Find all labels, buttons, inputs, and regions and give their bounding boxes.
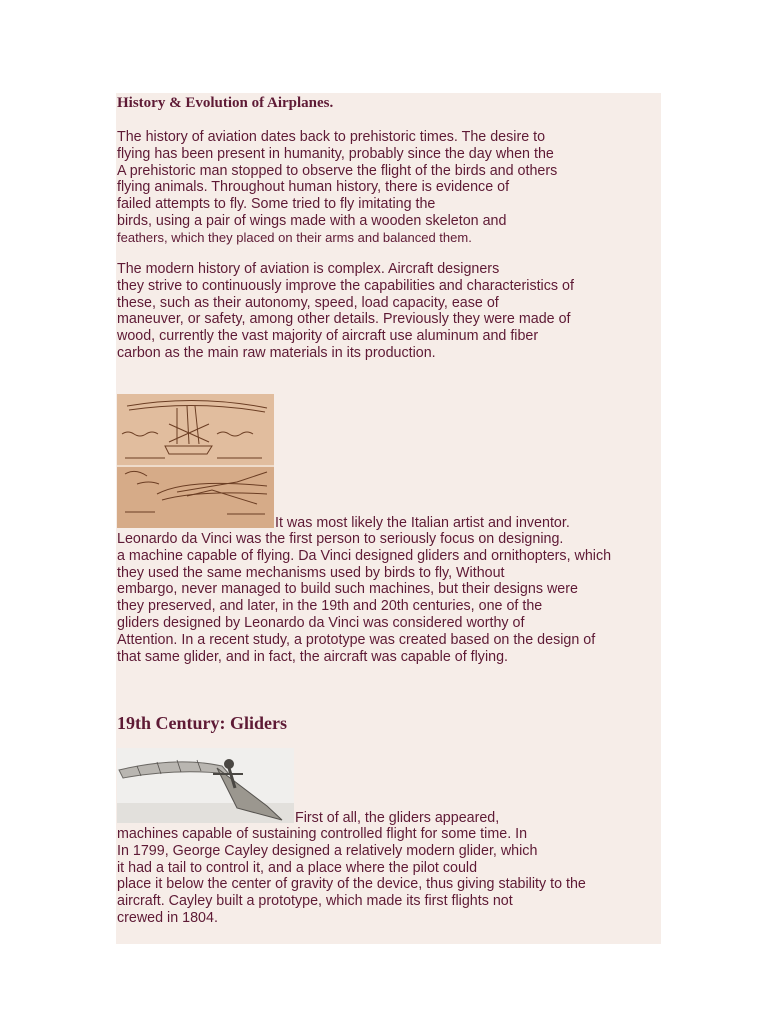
paragraph-line: Leonardo da Vinci was the first person to seriously focus on designing. [117, 531, 564, 547]
paragraph-line: they used the same mechanisms used by birds to fly, Without [117, 564, 505, 581]
modern-history-paragraph [117, 261, 574, 362]
paragraph-line: they preserved, and later, in the 19th and 20th centuries, one of the [117, 598, 543, 615]
paragraph-line: that same glider, and in fact, the aircraft was capable of flying. [117, 648, 508, 665]
intro-paragraph [117, 129, 557, 247]
da-vinci-sketch-image [117, 394, 274, 528]
da-vinci-intro-line: It was most likely the Italian artist and inventor. [275, 515, 570, 531]
gliders-intro-line: First of all, the gliders appeared, [295, 810, 500, 826]
paragraph-line: carbon as the main raw materials in its production. [117, 344, 436, 361]
paragraph-line: flying animals. Throughout human history, there is evidence of [117, 179, 510, 196]
da-vinci-paragraph [117, 531, 611, 665]
gliders-paragraph [117, 826, 586, 927]
paragraph-line: gliders designed by Leonardo da Vinci was considered worthy of [117, 614, 525, 631]
paragraph-line: a machine capable of flying. Da Vinci designed gliders and ornithopters, which [117, 547, 612, 564]
paragraph-line: failed attempts to fly. Some tried to fly imitating the [117, 196, 436, 213]
paragraph-line: feathers, which they placed on their arms and balanced them. [117, 229, 472, 245]
paragraph-line: it had a tail to control it, and a place where the pilot could [117, 859, 478, 876]
paragraph-line: maneuver, or safety, among other details. Previously they were made of [117, 311, 571, 328]
paragraph-line: crewed in 1804. [117, 909, 218, 926]
paragraph-line: wood, currently the vast majority of aircraft use aluminum and fiber [117, 328, 539, 345]
paragraph-line: these, such as their autonomy, speed, load capacity, ease of [117, 294, 499, 311]
paragraph-line: embargo, never managed to build such machines, but their designs were [117, 581, 578, 598]
paragraph-line: aircraft. Cayley built a prototype, which made its first flights not [117, 893, 513, 910]
paragraph-line: place it below the center of gravity of the device, thus giving stability to the [117, 876, 586, 893]
paragraph-line: birds, using a pair of wings made with a wooden skeleton and [117, 212, 507, 229]
paragraph-line: In 1799, George Cayley designed a relatively modern glider, which [117, 842, 538, 859]
gliders-section-heading: 19th Century: Gliders [117, 713, 287, 733]
paragraph-line: The modern history of aviation is complex. Aircraft designers [117, 261, 500, 277]
paragraph-line: Attention. In a recent study, a prototype was created based on the design of [117, 631, 596, 648]
paragraph-line: A prehistoric man stopped to observe the flight of the birds and others [117, 162, 558, 179]
paragraph-line: flying has been present in humanity, probably since the day when the [117, 145, 554, 162]
paragraph-line: they strive to continuously improve the capabilities and characteristics of [117, 277, 574, 294]
article-title: History & Evolution of Airplanes. [117, 95, 334, 111]
glider-photo-image [117, 748, 294, 823]
paragraph-line: The history of aviation dates back to prehistoric times. The desire to [117, 129, 546, 145]
paragraph-line: machines capable of sustaining controlled flight for some time. In [117, 826, 528, 842]
